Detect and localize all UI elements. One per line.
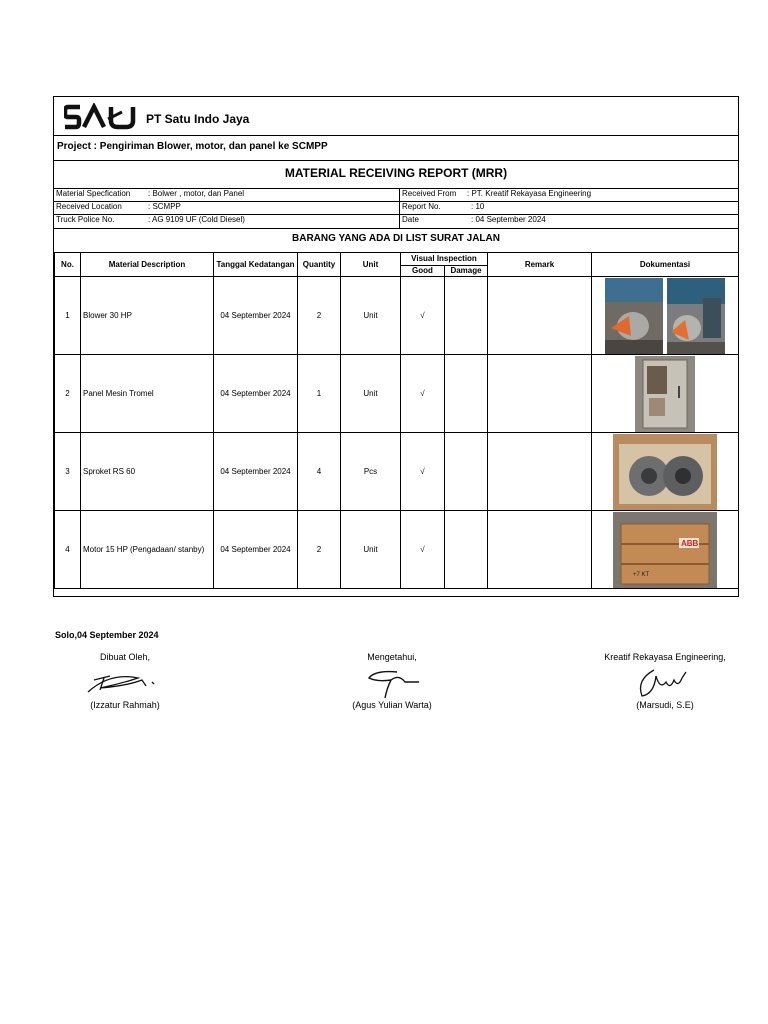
col-quantity: Quantity <box>298 253 341 277</box>
row-material: Blower 30 HP <box>81 277 214 355</box>
row-date: 04 September 2024 <box>214 511 298 589</box>
col-tanggal: Tanggal Kedatangan <box>214 253 298 277</box>
report-no-label: Report No. <box>402 202 441 211</box>
motor-crate-photo <box>613 512 717 588</box>
row-good: √ <box>401 511 445 589</box>
received-from-value: : PT. Kreatif Rekayasa Engineering <box>467 189 592 198</box>
signature-izzatur <box>80 666 170 700</box>
row-doc <box>592 355 739 433</box>
row-qty: 4 <box>298 433 341 511</box>
table-row <box>55 355 739 433</box>
row-remark <box>488 433 592 511</box>
col-material: Material Description <box>81 253 214 277</box>
row-date: 04 September 2024 <box>214 355 298 433</box>
row-material: Motor 15 HP (Pengadaan/ stanby) <box>81 511 214 589</box>
truck-value: : AG 9109 UF (Cold Diesel) <box>148 215 245 224</box>
col-dokumentasi: Dokumentasi <box>592 253 739 277</box>
row-damage <box>445 355 488 433</box>
made-by-label: Dibuat Oleh, <box>99 652 151 662</box>
row-qty: 2 <box>298 277 341 355</box>
signature-agus <box>347 666 437 700</box>
row-good: √ <box>401 433 445 511</box>
row-damage <box>445 511 488 589</box>
mrr-sheet <box>53 96 739 597</box>
row-date: 04 September 2024 <box>214 433 298 511</box>
row-qty: 1 <box>298 355 341 433</box>
row-good: √ <box>401 355 445 433</box>
row-remark <box>488 277 592 355</box>
row-no: 4 <box>55 511 81 589</box>
logo-row <box>54 97 738 136</box>
col-damage: Damage <box>445 266 488 277</box>
row-remark <box>488 511 592 589</box>
row-doc <box>592 511 739 589</box>
date-label: Date <box>402 215 419 224</box>
received-location-label: Received Location <box>56 202 122 211</box>
row-damage <box>445 433 488 511</box>
sproket-photo <box>613 434 717 510</box>
row-unit: Unit <box>341 277 401 355</box>
report-title-row <box>54 160 738 189</box>
acknowledged-label: Mengetahui, <box>367 652 417 662</box>
section-title: BARANG YANG ADA DI LIST SURAT JALAN <box>292 233 500 244</box>
signer-partner <box>590 652 740 710</box>
row-no: 3 <box>55 433 81 511</box>
partner-label: Kreatif Rekayasa Engineering, <box>604 652 726 662</box>
row-no: 1 <box>55 277 81 355</box>
panel-photo <box>635 356 695 432</box>
row-remark <box>488 355 592 433</box>
info-block <box>54 188 738 229</box>
acknowledged-name: (Agus Yulian Warta) <box>352 700 432 710</box>
signer-acknowledged <box>327 652 457 710</box>
material-spec-label: Material Specfication <box>56 189 131 198</box>
report-no-value: : 10 <box>471 202 485 211</box>
row-no: 2 <box>55 355 81 433</box>
row-unit: Unit <box>341 355 401 433</box>
table-row <box>55 433 739 511</box>
row-good: √ <box>401 277 445 355</box>
row-qty: 2 <box>298 511 341 589</box>
signature-marsudi <box>620 666 710 700</box>
row-unit: Pcs <box>341 433 401 511</box>
table-row <box>55 511 739 589</box>
row-material: Panel Mesin Tromel <box>81 355 214 433</box>
crate-mark: +7 KT <box>633 571 650 578</box>
items-table <box>54 252 739 589</box>
row-unit: Unit <box>341 511 401 589</box>
row-material: Sproket RS 60 <box>81 433 214 511</box>
blower-photo <box>603 278 727 354</box>
row-doc <box>592 433 739 511</box>
row-damage <box>445 277 488 355</box>
sau-logo <box>64 103 138 131</box>
project-title: Project : Pengiriman Blower, motor, dan panel ke SCMPP <box>57 141 328 152</box>
table-row <box>55 277 739 355</box>
row-doc <box>592 277 739 355</box>
project-row <box>54 135 738 161</box>
signer-made-by <box>60 652 190 710</box>
truck-label: Truck Police No. <box>56 215 115 224</box>
row-date: 04 September 2024 <box>214 277 298 355</box>
date-value: : 04 September 2024 <box>471 215 546 224</box>
section-title-row <box>54 228 738 253</box>
col-unit: Unit <box>341 253 401 277</box>
signature-area <box>0 620 768 740</box>
col-visual-inspection: Visual Inspection <box>401 253 488 266</box>
material-spec-value: : Bolwer , motor, dan Panel <box>148 189 245 198</box>
col-remark: Remark <box>488 253 592 277</box>
made-by-name: (Izzatur Rahmah) <box>90 700 160 710</box>
partner-name: (Marsudi, S.E) <box>636 700 694 710</box>
received-location-value: : SCMPP <box>148 202 181 211</box>
place-date: Solo,04 September 2024 <box>55 630 159 640</box>
col-good: Good <box>401 266 445 277</box>
abb-logo: ABB <box>681 538 699 548</box>
col-no: No. <box>55 253 81 277</box>
company-name: PT Satu Indo Jaya <box>146 112 250 126</box>
report-title: MATERIAL RECEIVING REPORT (MRR) <box>284 166 508 180</box>
received-from-label: Received From <box>402 189 457 198</box>
